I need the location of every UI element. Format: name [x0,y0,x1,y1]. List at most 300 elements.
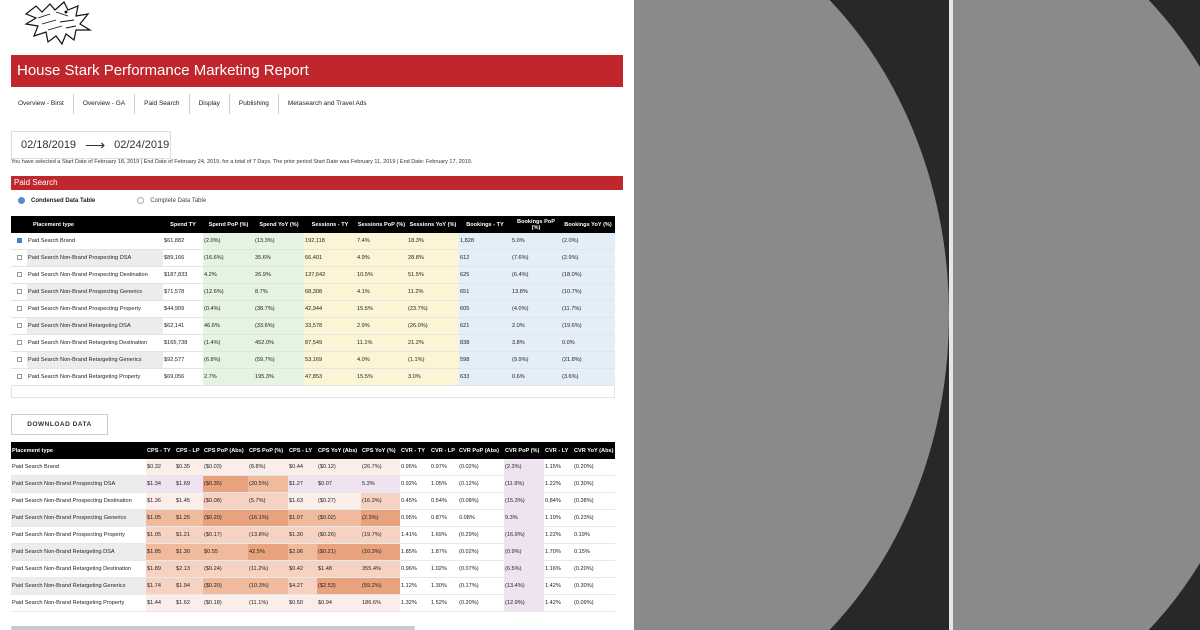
column-header[interactable]: CPS - TY [146,442,175,459]
table-cell: (15.3%) [504,493,544,510]
table-cell: 46.6% [203,318,254,335]
table-cell: (0.23%) [573,510,615,527]
nav-overview-birst[interactable]: Overview - Birst [11,94,74,114]
column-header[interactable]: CVR YoY (Abs) [573,442,615,459]
row-checkbox-cell [11,318,27,335]
row-checkbox-cell [11,267,27,284]
row-checkbox-cell [11,284,27,301]
table-cell: $0.32 [146,459,175,476]
table-row[interactable] [11,578,615,595]
table-cell: (0.07%) [458,561,504,578]
table-cell: $165,738 [163,335,203,352]
table-cell: 0.95% [400,459,430,476]
table-row[interactable] [11,476,615,493]
table-cell: 28.8% [407,250,459,267]
table-cell: (2.3%) [361,510,400,527]
table-cell: (19.6%) [561,318,615,335]
table-cell: (0.02%) [458,544,504,561]
row-checkbox-cell [11,352,27,369]
table-cell: 1,828 [459,233,511,250]
radio-condensed[interactable] [18,197,95,204]
date-range-picker[interactable] [11,131,171,159]
table-cell: 0.15% [573,544,615,561]
table-row[interactable] [11,301,615,318]
table-cell: 1.22% [544,476,573,493]
table-cell: ($0.08) [203,493,248,510]
table-cell: 51.5% [407,267,459,284]
table-cell: (23.7%) [407,301,459,318]
table-row[interactable] [11,510,615,527]
table-cell: ($0.26) [317,527,361,544]
table-cell: (0.08%) [458,493,504,510]
table-cell: (13.3%) [254,233,304,250]
table-cell: 452.0% [254,335,304,352]
column-header[interactable]: CVR PoP (%) [504,442,544,459]
table-cell: $89,166 [163,250,203,267]
condensed-data-table [11,216,615,386]
table-cell: 3.0% [407,369,459,386]
column-header[interactable]: Spend YoY (%) [254,216,304,233]
table-cell: 1.02% [430,561,458,578]
row-checkbox[interactable] [17,306,22,311]
table-cell: (16.1%) [248,510,288,527]
table-cell: (20.5%) [248,476,288,493]
table-cell: (13.8%) [248,527,288,544]
table-cell: $187,833 [163,267,203,284]
table-cell: (0.20%) [573,459,615,476]
table-cell: (11.7%) [561,301,615,318]
placement-type-cell: Paid Search Non-Brand Prospecting Generics [11,510,146,527]
placement-type-cell: Paid Search Non-Brand Prospecting DSA [27,250,163,267]
table-cell: 5.0% [511,233,561,250]
table-cell: 66,401 [304,250,356,267]
circle-shape [953,0,1200,630]
end-date-field[interactable]: 02/24/2019 [114,139,170,151]
table-cell: 1.69% [430,527,458,544]
table-cell: (2.0%) [203,233,254,250]
table-cell: 0.08% [458,510,504,527]
table-cell: ($2.53) [317,578,361,595]
table-cell: $62,141 [163,318,203,335]
table-row[interactable] [11,250,615,267]
table-cell: 4.0% [356,352,407,369]
column-header[interactable]: CVR - LY [544,442,573,459]
table-cell: $1.27 [288,476,317,493]
table-row[interactable] [11,561,615,578]
radio-complete[interactable] [137,197,206,204]
table-scroll-area[interactable] [11,387,615,398]
nav-publishing[interactable]: Publishing [230,94,279,114]
table-cell: 1.22% [544,527,573,544]
table-cell: (0.09%) [573,595,615,612]
table-row[interactable] [11,459,615,476]
row-checkbox-cell [11,301,27,318]
table-cell: $1.30 [175,544,203,561]
table-cell: $1.07 [288,510,317,527]
table-cell: 1.85% [400,544,430,561]
table-cell: 5.3% [361,476,400,493]
table-row[interactable] [11,527,615,544]
table-cell: ($0.20) [203,510,248,527]
table-cell: 18.3% [407,233,459,250]
date-info-text: You have selected a Start Date of February 18, 2019 | End Date of February 24, 2019, for a total of 7 Days. The prior period Start Date was February 11, 2019 | End Date: February 17, 2019. [11,159,473,165]
dark-backdrop-panel [634,0,949,630]
select-column-header [11,216,27,233]
table-cell: (0.02%) [458,459,504,476]
radio-complete-label: Complete Data Table [150,197,207,204]
table-cell: (26.0%) [407,318,459,335]
table-cell: (8.8%) [248,459,288,476]
table-cell: (7.6%) [511,250,561,267]
table-cell: $1.05 [146,510,175,527]
table-cell: 21.2% [407,335,459,352]
table-cell: (2.0%) [561,233,615,250]
dark-backdrop-panel [953,0,1200,630]
table-cell: $0.44 [288,459,317,476]
nav-metasearch-travel-ads[interactable]: Metasearch and Travel Ads [287,100,367,107]
table-cell: 137,642 [304,267,356,284]
table-cell: 0.54% [430,493,458,510]
column-header[interactable]: CPS PoP (%) [248,442,288,459]
row-checkbox-cell [11,335,27,352]
table-cell: 633 [459,369,511,386]
table-cell: 0.92% [400,476,430,493]
section-header [11,176,623,190]
table-cell: (0.38%) [573,493,615,510]
table-cell: $1.85 [146,544,175,561]
row-checkbox[interactable] [17,289,22,294]
table-cell: $69,056 [163,369,203,386]
table-cell: (19.7%) [361,527,400,544]
table-cell: 1.15% [544,459,573,476]
table-cell: (6.4%) [511,267,561,284]
table-cell: (9.9%) [511,352,561,369]
section-title: Paid Search [14,178,58,187]
table-cell: $61,882 [163,233,203,250]
table-cell: 0.19% [573,527,615,544]
table-cell: (11.2%) [248,561,288,578]
table-view-toggle [18,197,248,204]
table-cell: (16.9%) [504,527,544,544]
table-cell: 9.3% [504,510,544,527]
table-cell: $92,577 [163,352,203,369]
table-cell: (0.4%) [203,301,254,318]
column-header[interactable]: CPS YoY (%) [361,442,400,459]
table-cell: $2.13 [175,561,203,578]
table-cell: ($0.24) [203,561,248,578]
table-cell: $1.36 [146,493,175,510]
table-cell: 1.42% [544,578,573,595]
table-row[interactable] [11,544,615,561]
table-cell: $1.45 [175,493,203,510]
column-header[interactable]: Placement type [11,442,146,459]
table-cell: (13.4%) [504,578,544,595]
table-cell: (21.8%) [561,352,615,369]
table-cell: 612 [459,250,511,267]
row-checkbox[interactable] [17,340,22,345]
table-cell: 0.6% [511,369,561,386]
table-cell: 2.0% [511,318,561,335]
table-row[interactable] [11,233,615,250]
placement-type-cell: Paid Search Non-Brand Retargeting DSA [11,544,146,561]
nav-display[interactable]: Display [190,94,230,114]
placement-type-cell: Paid Search Non-Brand Retargeting Property [27,369,163,386]
column-header[interactable]: CPS - LP [175,442,203,459]
placement-type-cell: Paid Search Non-Brand Prospecting Destination [27,267,163,284]
column-header[interactable]: Bookings YoY (%) [561,216,615,233]
column-header[interactable]: Spend PoP (%) [203,216,254,233]
nav-paid-search[interactable]: Paid Search [135,94,189,114]
table-cell: 192,118 [304,233,356,250]
table-cell: (10.3%) [361,544,400,561]
table-cell: 838 [459,335,511,352]
table-cell: 1.19% [544,510,573,527]
table-cell: 0.0% [561,335,615,352]
direwolf-logo-icon [22,0,94,46]
horizontal-scrollbar[interactable] [11,626,415,630]
table-cell: ($0.18) [203,595,248,612]
table-cell: 0.96% [400,561,430,578]
table-row[interactable] [11,352,615,369]
table-cell: ($0.21) [317,544,361,561]
placement-type-cell: Paid Search Non-Brand Retargeting Generics [27,352,163,369]
table-cell: $1.74 [146,578,175,595]
table-cell: (16.6%) [203,250,254,267]
table-cell: $1.25 [175,510,203,527]
table-cell: 42,944 [304,301,356,318]
report-title-banner [11,55,623,87]
table-cell: 0.87% [430,510,458,527]
table-cell: (18.0%) [561,267,615,284]
table-cell: 1.87% [430,544,458,561]
table-cell: 1.70% [544,544,573,561]
table-cell: (11.9%) [504,476,544,493]
table-cell: 4.9% [356,250,407,267]
table-cell: $1.62 [175,595,203,612]
table-cell: $0.35 [175,459,203,476]
table-cell: (0.12%) [458,476,504,493]
table-cell: 3.8% [511,335,561,352]
start-date-field[interactable]: 02/18/2019 [21,139,77,151]
table-cell: $4.27 [288,578,317,595]
table-cell: $0.50 [288,595,317,612]
radio-selected-icon [18,197,25,204]
table-cell: ($0.35) [203,476,248,493]
placement-type-cell: Paid Search Non-Brand Prospecting Property [27,301,163,318]
table-cell: 1.16% [544,561,573,578]
table-cell: (0.17%) [458,578,504,595]
table-row[interactable] [11,595,615,612]
table-cell: (3.6%) [561,369,615,386]
placement-type-cell: Paid Search Non-Brand Retargeting DSA [27,318,163,335]
placement-type-cell: Paid Search Non-Brand Retargeting Property [11,595,146,612]
table-cell: 1.52% [430,595,458,612]
table-cell: 13.8% [511,284,561,301]
table-cell: (38.7%) [254,301,304,318]
table-cell: 42.5% [248,544,288,561]
table-cell: (4.0%) [511,301,561,318]
table-cell: (0.9%) [504,544,544,561]
table-cell: (5.7%) [248,493,288,510]
row-checkbox[interactable] [17,272,22,277]
table-cell: 625 [459,267,511,284]
table-cell: $1.34 [146,476,175,493]
row-checkbox-cell [11,369,27,386]
radio-unselected-icon [137,197,144,204]
nav-overview-ga[interactable]: Overview - GA [74,94,135,114]
placement-type-cell: Paid Search Non-Brand Retargeting Destination [27,335,163,352]
table-row[interactable] [11,335,615,352]
row-checkbox-cell [11,250,27,267]
table-cell: (0.20%) [573,561,615,578]
table-cell: $0.42 [288,561,317,578]
placement-type-cell: Paid Search Non-Brand Retargeting Destination [11,561,146,578]
table-cell: $0.55 [203,544,248,561]
table-cell: 2.7% [203,369,254,386]
table-cell: $0.94 [317,595,361,612]
table-cell: 621 [459,318,511,335]
table-row[interactable] [11,267,615,284]
table-cell: 598 [459,352,511,369]
column-header[interactable]: Spend TY [163,216,203,233]
column-header[interactable]: CPS - LY [288,442,317,459]
table-cell: (11.1%) [248,595,288,612]
table-cell: 10.5% [356,267,407,284]
table-cell: $1.63 [288,493,317,510]
column-header[interactable]: Placement type [27,216,163,233]
table-cell: $0.07 [317,476,361,493]
row-checkbox[interactable] [17,238,22,243]
table-cell: ($0.12) [317,459,361,476]
table-cell: (6.5%) [504,561,544,578]
table-cell: (0.30%) [573,578,615,595]
table-cell: 186.6% [361,595,400,612]
table-cell: (16.3%) [361,493,400,510]
table-cell: 0.84% [544,493,573,510]
column-header[interactable]: CPS YoY (Abs) [317,442,361,459]
circle-shape [634,0,949,630]
table-cell: 0.95% [400,510,430,527]
table-cell: $2.06 [288,544,317,561]
table-row[interactable] [11,493,615,510]
table-cell: 1.41% [400,527,430,544]
table-row[interactable] [11,318,615,335]
table-row[interactable] [11,369,615,386]
table-cell: 2.9% [356,318,407,335]
row-checkbox[interactable] [17,323,22,328]
placement-type-cell: Paid Search Non-Brand Prospecting DSA [11,476,146,493]
table-cell: $1.89 [146,561,175,578]
column-header[interactable]: CVR - TY [400,442,430,459]
table-cell: 605 [459,301,511,318]
column-header[interactable]: Sessions - TY [304,216,356,233]
table-cell: ($0.27) [317,493,361,510]
table-cell: (59.2%) [361,578,400,595]
table-cell: (1.1%) [407,352,459,369]
table-cell: 195.3% [254,369,304,386]
table-cell: (12.6%) [203,284,254,301]
table-cell: $1.05 [146,527,175,544]
table-cell: (59.7%) [254,352,304,369]
row-checkbox[interactable] [17,255,22,260]
table-cell: 15.5% [356,369,407,386]
column-header[interactable]: Bookings PoP (%) [511,216,561,233]
table-cell: $1.48 [317,561,361,578]
table-cell: ($0.02) [317,510,361,527]
table-cell: 651 [459,284,511,301]
table-cell: 11.2% [407,284,459,301]
table-cell: (26.7%) [361,459,400,476]
table-cell: $1.21 [175,527,203,544]
table-cell: (10.7%) [561,284,615,301]
placement-type-cell: Paid Search Non-Brand Prospecting Property [11,527,146,544]
column-header[interactable]: Bookings - TY [459,216,511,233]
table-cell: $1.44 [146,595,175,612]
placement-type-cell: Paid Search Non-Brand Retargeting Generics [11,578,146,595]
row-checkbox-cell [11,233,27,250]
table-cell: $71,578 [163,284,203,301]
table-cell: 53,169 [304,352,356,369]
table-cell: $1.69 [175,476,203,493]
table-cell: (2.3%) [504,459,544,476]
table-cell: ($0.20) [203,578,248,595]
table-cell: 1.05% [430,476,458,493]
column-header[interactable]: CVR PoP (Abs) [458,442,504,459]
download-data-button[interactable]: DOWNLOAD DATA [11,414,108,435]
table-cell: (6.8%) [203,352,254,369]
report-nav [11,93,376,115]
table-cell: 1.32% [400,595,430,612]
table-cell: 0.97% [430,459,458,476]
arrow-right-icon: ⟶ [85,136,106,153]
column-header[interactable]: Sessions YoY (%) [407,216,459,233]
table-cell: (0.29%) [458,527,504,544]
table-cell: 11.1% [356,335,407,352]
table-cell: 26.9% [254,267,304,284]
column-header[interactable]: Sessions PoP (%) [356,216,407,233]
table-cell: (2.9%) [561,250,615,267]
table-cell: 1.12% [400,578,430,595]
report-title: House Stark Performance Marketing Report [17,62,309,79]
table-cell: $44,909 [163,301,203,318]
table-cell: 4.1% [356,284,407,301]
placement-type-cell: Paid Search Brand [11,459,146,476]
placement-type-cell: Paid Search Non-Brand Prospecting Destination [11,493,146,510]
column-header[interactable]: CPS PoP (Abs) [203,442,248,459]
row-checkbox[interactable] [17,357,22,362]
table-cell: 15.5% [356,301,407,318]
cps-cvr-data-table [11,442,615,612]
column-header[interactable]: CVR - LP [430,442,458,459]
table-row[interactable] [11,284,615,301]
table-cell: 35.6% [254,250,304,267]
table-cell: 87,549 [304,335,356,352]
table-cell: 4.2% [203,267,254,284]
table-cell: 355.4% [361,561,400,578]
table-cell: $1.94 [175,578,203,595]
row-checkbox[interactable] [17,374,22,379]
table-cell: 68,308 [304,284,356,301]
table-cell: ($0.17) [203,527,248,544]
table-cell: (33.6%) [254,318,304,335]
table-cell: (1.4%) [203,335,254,352]
table-cell: 47,853 [304,369,356,386]
table-cell: 8.7% [254,284,304,301]
table-cell: (0.30%) [573,476,615,493]
table-cell: 0.45% [400,493,430,510]
table-cell: (10.3%) [248,578,288,595]
radio-condensed-label: Condensed Data Table [31,197,96,204]
